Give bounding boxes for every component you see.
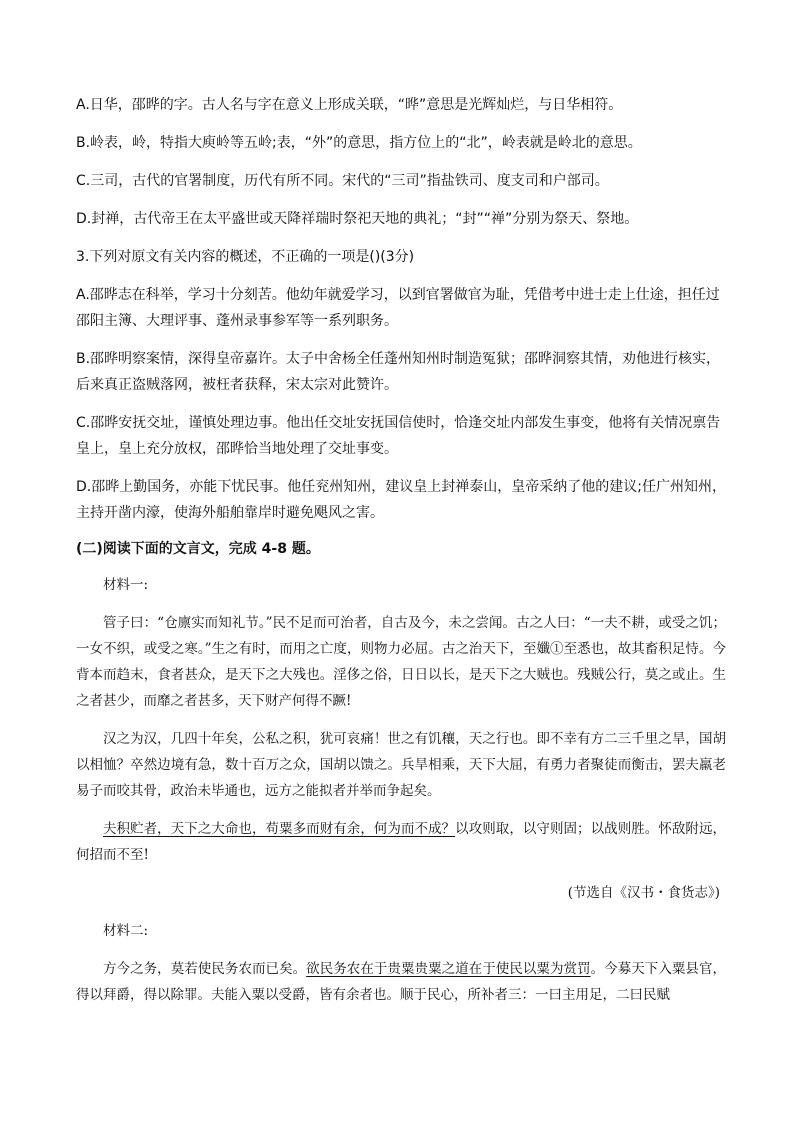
option-q2-a: A.日华，邵晔的字。古人名与字在意义上形成关联，“晔”意思是光辉灿烂，与日华相符。 bbox=[76, 97, 623, 113]
material-1-label: 材料一: bbox=[103, 577, 149, 593]
material-2-paragraph-1-rest: 。今募天下入粟县官，得以拜爵，得以除罪。夫能入粟以受爵，皆有余者也。顺于民心，所补者三：一曰主用足，二曰民赋 bbox=[76, 961, 727, 1003]
option-q3-b: B.邵晔明察案情，深得皇帝嘉许。太子中舍杨全任蓬州知州时制造冤狱；邵晔洞察其情，劝他进行核实，后来真正盗贼落网，被枉者获释，宋太宗对此赞许。 bbox=[76, 351, 721, 393]
option-q2-c: C.三司，古代的官署制度，历代有所不同。宋代的“三司”指盐铁司、度支司和户部司。 bbox=[76, 173, 609, 189]
source-citation: (节选自《汉书・食货志》) bbox=[567, 885, 720, 901]
material-2-label: 材料二: bbox=[103, 923, 149, 939]
underlined-sentence-2: 欲民务农在于贵粟贵粟之道在于使民以粟为赏罚 bbox=[306, 961, 591, 977]
material-1-paragraph-3 bbox=[76, 816, 726, 868]
material-1-paragraph-3-rest: 以攻则取，以守则固；以战则胜。怀敌附远，何招而不至! bbox=[76, 821, 727, 863]
option-q3-c: C.邵晔安抚交址，谨慎处理边事。他出任交址安抚国信使时，恰逢交址内部发生事变，他将有关情况禀告皇上，皇上充分放权，邵晔恰当地处理了交址事变。 bbox=[76, 415, 721, 457]
section-title: (二)阅读下面的文言文，完成 4-8 题。 bbox=[76, 541, 320, 557]
question-3-stem: 3.下列对原文有关内容的概述，不正确的一项是()(3分) bbox=[76, 249, 415, 265]
option-q2-b: B.岭表，岭，特指大庾岭等五岭;表，“外”的意思，指方位上的“北”，岭表就是岭北的意思。 bbox=[76, 135, 642, 151]
option-q3-d: D.邵晔上勤国务，亦能下忧民事。他任兖州知州，建议皇上封禅泰山，皇帝采纳了他的建议;任广州知州，主持开凿内濠，使海外船舶靠岸时避免飓风之害。 bbox=[76, 479, 726, 521]
option-q3-a: A.邵晔志在科举，学习十分刻苦。他幼年就爱学习，以到官署做官为耻，凭借考中进士走上仕途，担任过邵阳主簿、大理评事、蓬州录事参军等一系列职务。 bbox=[76, 287, 720, 329]
material-1-paragraph-1: 管子曰：“仓廪实而知礼节。”民不足而可治者，自古及今，未之尝闻。古之人曰：“一夫不耕，或受之饥；一女不织，或受之寒。”生之有时，而用之亡度，则物力必屈。古之治天下，至孅①至悉也，故其畜积足恃。今背本而趋末，食者甚众，是天下之大残也。淫侈之俗，日日以长，是天下之大贼也。残贼公行，莫之或止。生之者甚少，而靡之者甚多，天下财产何得不蹶! bbox=[76, 615, 726, 709]
document-body bbox=[76, 92, 726, 1020]
material-2-paragraph-1 bbox=[76, 956, 726, 1008]
material-1-paragraph-2: 汉之为汉，几四十年矣，公私之积，犹可哀痛！世之有饥穰，天之行也。即不幸有方二三千里之旱，国胡以相恤？卒然边境有急，数十百万之众，国胡以馈之。兵旱相乘，天下大屈，有勇力者聚徒而衡击，罢夫羸老易子而咬其骨，政治未毕通也，远方之能拟者并举而争起矣。 bbox=[76, 731, 726, 799]
option-q2-d: D.封禅，古代帝王在太平盛世或天降祥瑞时祭祀天地的典礼；“封”“禅”分别为祭天、祭地。 bbox=[76, 211, 639, 227]
material-2-paragraph-1-start: 方今之务，莫若使民务农而已矣。 bbox=[103, 961, 307, 977]
underlined-sentence: 夫积贮者，天下之大命也，苟粟多而财有余，何为而不成？ bbox=[103, 821, 456, 837]
